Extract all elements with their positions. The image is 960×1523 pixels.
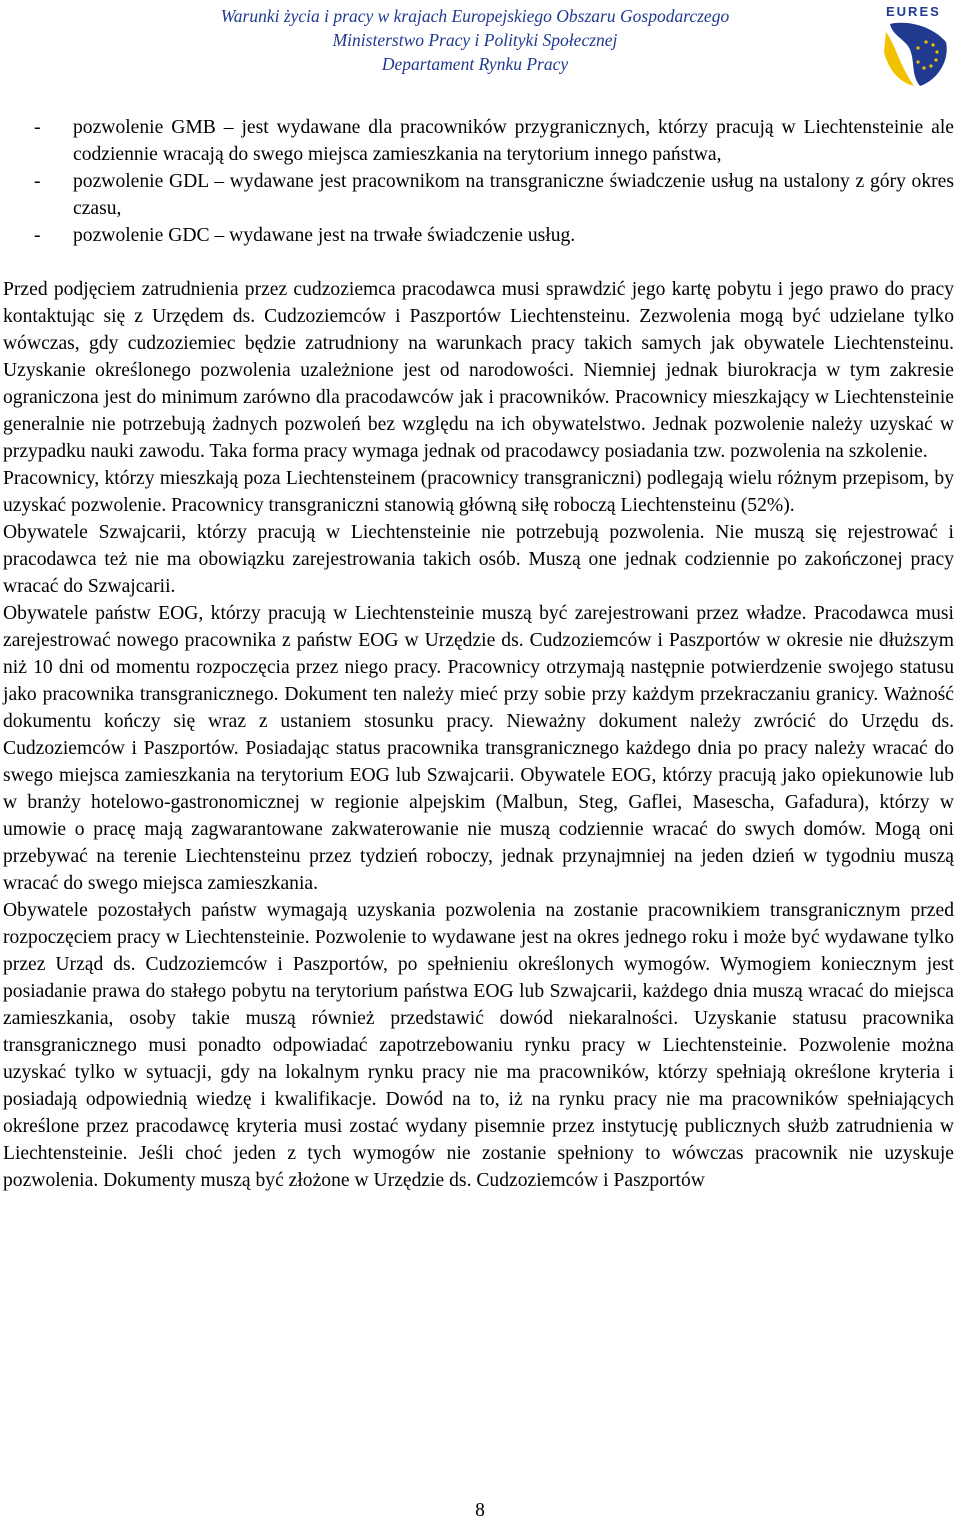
paragraph-work-permit-check: Przed podjęciem zatrudnienia przez cudzoziemca pracodawca musi sprawdzić jego kartę pobytu i jego prawo do pracy kontaktując się z Urzędem ds. Cudzoziemców i Paszportów Liechtensteinu. Zezwolenia mogą być udzielane tylko wówczas, gdy cudzoziemiec będzie zatrudniony na warunkach pracy takich samych jak obywatele Liechtensteinu. Uzyskanie określonego pozwolenia uzależnione jest od narodowości. Niemniej jednak biurokracja w tym zakresie ograniczona jest do minimum zarówno dla pracodawców jak i pracowników. Pracownicy mieszkający w Liechtensteinie generalnie nie potrzebują żadnych pozwoleń bez względu na ich obywatelstwo. Jednak pozwolenie należy uzyskać w przypadku nauki zawodu. Taka forma pracy wymaga jednak od pracodawcy posiadania tzw. pozwolenia na szkolenie. [3, 279, 954, 462]
page-number: 8 [475, 1500, 485, 1521]
header-line-department: Departament Rynku Pracy [381, 54, 569, 74]
bullet-item [3, 114, 954, 168]
bullet-dash: - [34, 225, 41, 246]
paragraph-spacer [3, 249, 954, 276]
running-header [150, 4, 800, 76]
bullet-item [3, 222, 954, 249]
paragraph-eea-citizens: Obywatele państw EOG, którzy pracują w Liechtensteinie muszą być zarejestrowani przez władze. Pracodawca musi zarejestrować nowego pracownika z państw EOG w Urzędzie ds. Cudzoziemców i Paszportów w okresie nie dłuższym niż 10 dni od momentu rozpoczęcia przez niego pracy. Pracownicy otrzymają następnie potwierdzenie swojego statusu jako pracownika transgranicznego. Dokument ten należy mieć przy sobie przy każdym przekraczaniu granicy. Ważność dokumentu kończy się wraz z ustaniem stosunku pracy. Nieważny dokument należy zwrócić do Urzędu ds. Cudzoziemców i Paszportów. Posiadając status pracownika transgranicznego każdego dnia po pracy należy wracać do swego miejsca zamieszkania na terytorium EOG lub Szwajcarii. Obywatele EOG, którzy pracują jako opiekunowie lub w branży hotelowo-gastronomicznej w regionie alpejskim (Malbun, Steg, Gaflei, Masescha, Gafadura), którzy w umowie o pracę mają zagwarantowane zakwaterowanie nie muszą codziennie wracać do swych domów. Mogą oni przebywać na terenie Liechtensteinu przez tydzień roboczy, jednak przynajmniej na jeden dzień w tygodniu muszą wracać do swego miejsca zamieszkania. [3, 603, 954, 894]
svg-text:EURES: EURES [886, 4, 941, 19]
bullet-text: pozwolenie GDC – wydawane jest na trwałe świadczenie usług. [73, 225, 576, 246]
bullet-text: pozwolenie GDL – wydawane jest pracownikom na transgraniczne świadczenie usług na ustalony z góry okres czasu, [73, 171, 954, 219]
paragraph-swiss-citizens: Obywatele Szwajcarii, którzy pracują w Liechtensteinie nie potrzebują pozwolenia. Nie muszą się rejestrować i pracodawca też nie ma obowiązku zarejestrowania takich osób. Muszą one jednak codziennie po zakończonej pracy wracać do Szwajcarii. [3, 522, 954, 597]
header-line-title: Warunki życia i pracy w krajach Europejskiego Obszaru Gospodarczego [220, 6, 730, 26]
header-line-ministry: Ministerstwo Pracy i Polityki Społecznej [332, 30, 618, 50]
bullet-item [3, 168, 954, 222]
bullet-dash: - [34, 171, 41, 192]
eures-logo [880, 2, 956, 90]
bullet-text: pozwolenie GMB – jest wydawane dla pracowników przygranicznych, którzy pracują w Liechtensteinie ale codziennie wracają do swego miejsca zamieszkania na terytorium innego państwa, [73, 117, 954, 165]
bullet-dash: - [34, 117, 41, 138]
paragraph-cross-border-workers: Pracownicy, którzy mieszkają poza Liechtensteinem (pracownicy transgraniczni) podlegają wielu różnym przepisom, by uzyskać pozwolenie. Pracownicy transgraniczni stanowią główną siłę roboczą Liechtensteinu (52%). [3, 468, 954, 516]
paragraph-other-countries: Obywatele pozostałych państw wymagają uzyskania pozwolenia na zostanie pracownikiem transgranicznym przed rozpoczęciem pracy w Liechtensteinie. Pozwolenie to wydawane jest na okres jednego roku i może być wydawane tylko przez Urząd ds. Cudzoziemców i Paszportów, po spełnieniu określonych wymogów. Wymogiem koniecznym jest posiadanie prawa do stałego pobytu na terytorium państwa EOG lub Szwajcarii, każdego dnia muszą wracać do miejsca zamieszkania, osoby takie muszą również przedstawić dowód niekaralności. Uzyskanie statusu pracownika transgranicznego musi ponadto odpowiadać zapotrzebowaniu rynku pracy w Liechtensteinie. Pozwolenie można uzyskać tylko w sytuacji, gdy na lokalnym rynku pracy nie ma pracowników, którzy spełniają określone kryteria i posiadają odpowiednią wiedzę i kwalifikacje. Dowód na to, iż na rynku pracy nie ma pracowników spełniających określone przez pracodawcę kryteria musi zostać wydany pisemnie przez instytucję publicznych służb zatrudnienia w Liechtensteinie. Jeśli choć jeden z tych wymogów nie zostanie spełniony to wówczas pracownik nie uzyskuje pozwolenia. Dokumenty muszą być złożone w Urzędzie ds. Cudzoziemców i Paszportów [3, 900, 954, 1191]
document-body [3, 114, 954, 1194]
